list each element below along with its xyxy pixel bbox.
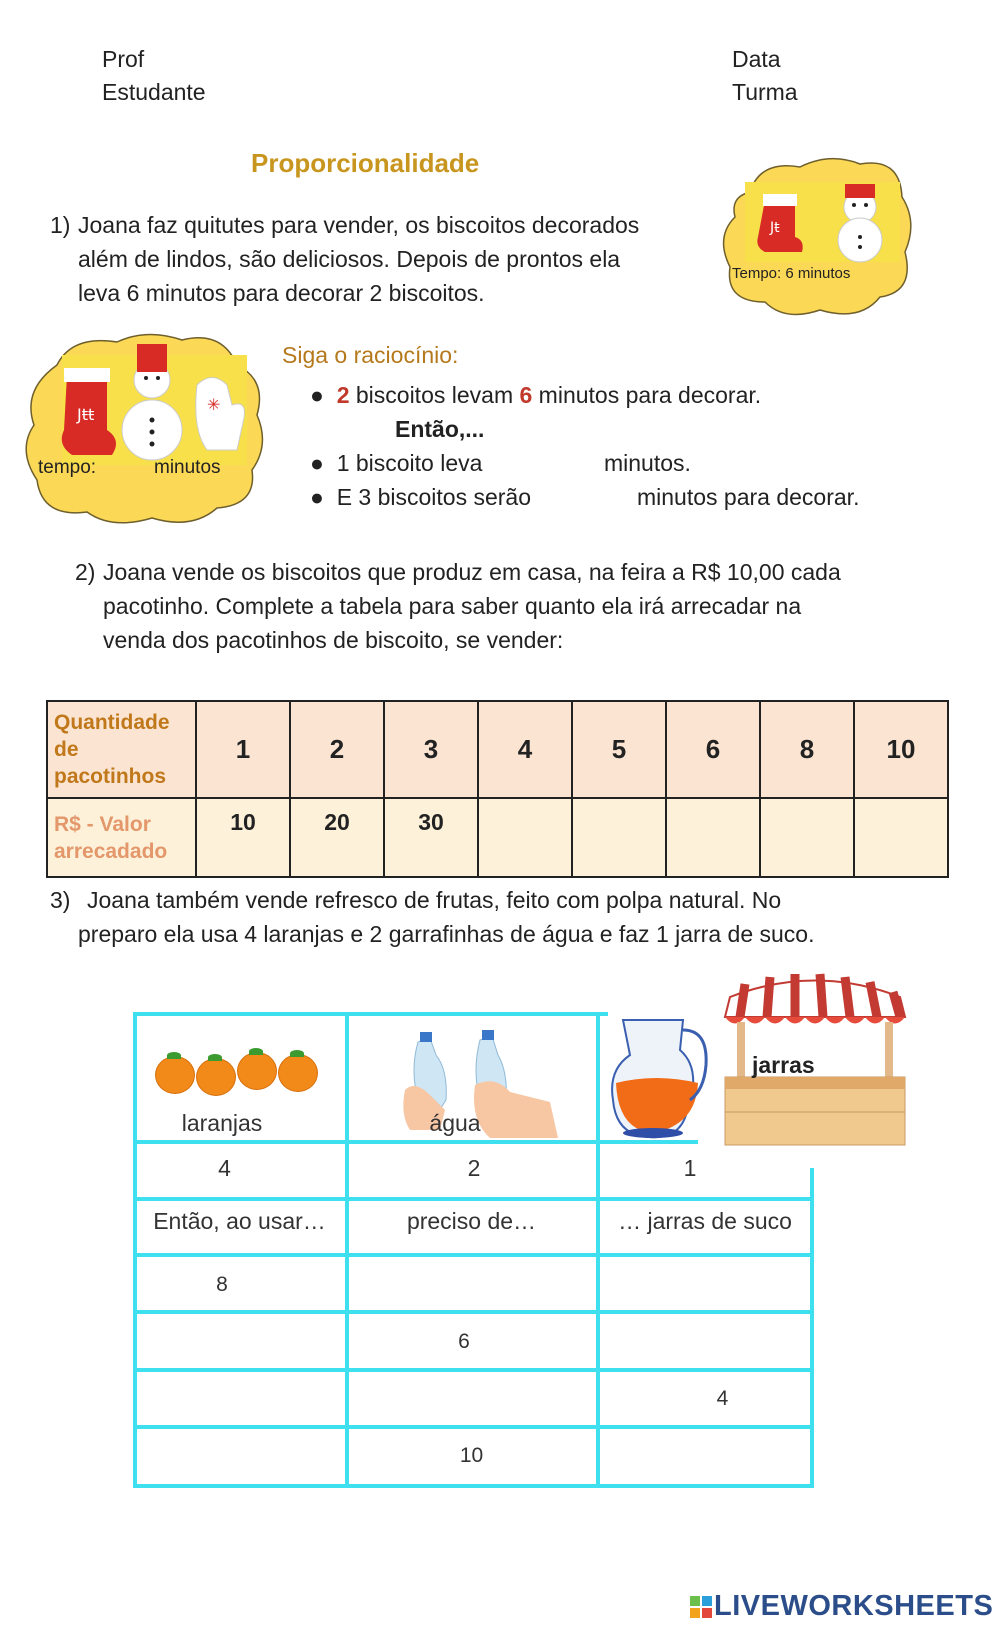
value-input-cell[interactable] xyxy=(760,798,854,877)
liveworksheets-brand[interactable]: LIVEWORKSHEETS xyxy=(714,1590,994,1622)
liveworksheets-logo-icon xyxy=(690,1596,712,1618)
svg-text:✳: ✳ xyxy=(207,395,221,414)
base-oranges: 4 xyxy=(218,1155,231,1181)
base-jugs: 1 xyxy=(683,1155,697,1181)
juice-row-4-jugs-input[interactable] xyxy=(600,1433,808,1481)
juice-row-2-water: 6 xyxy=(458,1330,470,1353)
cookies-time-caption: Tempo: 6 minutos xyxy=(732,265,851,282)
stall-label: jarras xyxy=(752,1052,815,1078)
oranges-column-header: laranjas xyxy=(181,1110,263,1136)
reasoning-bullet-3-suffix: minutos para decorar. xyxy=(637,484,860,510)
cloud-time-label: tempo: xyxy=(38,457,97,478)
cookies-cloud-image xyxy=(22,330,267,530)
value-input-cell[interactable] xyxy=(854,798,948,877)
value-row-label: R$ - Valor arrecadado xyxy=(47,798,196,877)
question-2-line1: Joana vende os biscoitos que produz em casa, na feira a R$ 10,00 cada xyxy=(103,559,841,585)
reasoning-heading: Siga o raciocínio: xyxy=(282,342,459,368)
date-label: Data xyxy=(732,46,781,72)
page-title: Proporcionalidade xyxy=(251,148,480,178)
prompt-oranges: Então, ao usar… xyxy=(153,1208,326,1234)
juice-row-2-oranges-input[interactable] xyxy=(137,1319,343,1365)
prof-label: Prof xyxy=(102,46,145,72)
juice-row-3-jugs: 4 xyxy=(716,1387,729,1410)
reasoning-bullet-2-suffix: minutos. xyxy=(604,450,691,476)
water-column-header: água xyxy=(429,1110,481,1136)
reasoning-bullet-2: ● 1 biscoito leva xyxy=(310,450,483,476)
quantity-cell: 10 xyxy=(854,701,948,798)
juice-row-1-water-input[interactable] xyxy=(349,1262,594,1308)
cookies-time-image xyxy=(720,152,915,322)
class-label: Turma xyxy=(732,79,798,105)
juice-row-3-water-input[interactable] xyxy=(349,1376,594,1422)
quantity-cell: 1 xyxy=(196,701,290,798)
answer-input-3-biscuits[interactable] xyxy=(564,481,634,511)
quantity-cell: 5 xyxy=(572,701,666,798)
reasoning-then: Então,... xyxy=(395,416,485,442)
question-2-line3: venda dos pacotinhos de biscoito, se vender: xyxy=(103,627,564,653)
quantity-cell: 2 xyxy=(290,701,384,798)
svg-text:Jŧŧ: Jŧŧ xyxy=(77,405,95,424)
student-label: Estudante xyxy=(102,79,206,105)
juice-row-4-water: 10 xyxy=(459,1444,484,1467)
quantity-cell: 6 xyxy=(666,701,760,798)
juice-row-2-jugs-input[interactable] xyxy=(600,1319,808,1365)
juice-row-4-oranges-input[interactable] xyxy=(137,1433,343,1481)
value-input-cell[interactable] xyxy=(572,798,666,877)
cloud-minutes-label: minutos xyxy=(154,457,221,478)
svg-text:Jŧ: Jŧ xyxy=(770,220,780,236)
prompt-water: preciso de… xyxy=(406,1208,537,1234)
juice-stall-icon xyxy=(715,972,915,1147)
packets-table xyxy=(46,700,949,878)
reasoning-bullet-1: ● 2 biscoitos levam 6 minutos para decorar. xyxy=(310,382,762,408)
question-3-line1: Joana também vende refresco de frutas, feito com polpa natural. No xyxy=(87,887,782,913)
value-row xyxy=(47,798,948,877)
juice-jug-icon xyxy=(608,1015,713,1140)
quantity-cell: 8 xyxy=(760,701,854,798)
quantity-row-label: Quantidade de pacotinhos xyxy=(47,701,196,798)
base-water: 2 xyxy=(467,1155,481,1181)
prompt-jugs: … jarras de suco xyxy=(618,1208,792,1234)
question-1-line2: além de lindos, são deliciosos. Depois de prontos ela xyxy=(78,246,621,272)
question-2: 2) Joana vende os biscoitos que produz em casa, na feira a R$ 10,00 cada pacotinho. Complete a tabela para saber quanto ela irá arrecadar na venda dos pacotinhos de biscoito, se vender: xyxy=(75,555,955,657)
juice-row-1-oranges: 8 xyxy=(216,1273,228,1296)
question-1-line1: Joana faz quitutes para vender, os biscoitos decorados xyxy=(78,212,640,238)
quantity-cell: 4 xyxy=(478,701,572,798)
juice-row-3-oranges-input[interactable] xyxy=(137,1376,343,1422)
question-3: 3) Joana também vende refresco de frutas, feito com polpa natural. No preparo ela usa 4 laranjas e 2 garrafinhas de água e faz 1 jarra de suco. xyxy=(50,883,950,951)
value-input-cell[interactable] xyxy=(666,798,760,877)
quantity-cell: 3 xyxy=(384,701,478,798)
question-2-line2: pacotinho. Complete a tabela para saber quanto ela irá arrecadar na xyxy=(103,593,802,619)
quantity-row xyxy=(47,701,948,798)
reasoning-bullet-3: ● E 3 biscoitos serão xyxy=(310,484,532,510)
value-input-cell[interactable] xyxy=(478,798,572,877)
answer-input-1-biscuit[interactable] xyxy=(510,447,590,477)
question-1: 1) Joana faz quitutes para vender, os biscoitos decorados além de lindos, são deliciosos. Depois de prontos ela leva 6 minutos para decorar 2 biscoitos. xyxy=(50,208,710,310)
value-cell: 20 xyxy=(290,798,384,877)
question-3-line2: preparo ela usa 4 laranjas e 2 garrafinhas de água e faz 1 jarra de suco. xyxy=(78,921,815,947)
juice-row-1-jugs-input[interactable] xyxy=(600,1262,808,1308)
value-cell: 30 xyxy=(384,798,478,877)
question-1-line3: leva 6 minutos para decorar 2 biscoitos. xyxy=(78,280,485,306)
value-cell: 10 xyxy=(196,798,290,877)
